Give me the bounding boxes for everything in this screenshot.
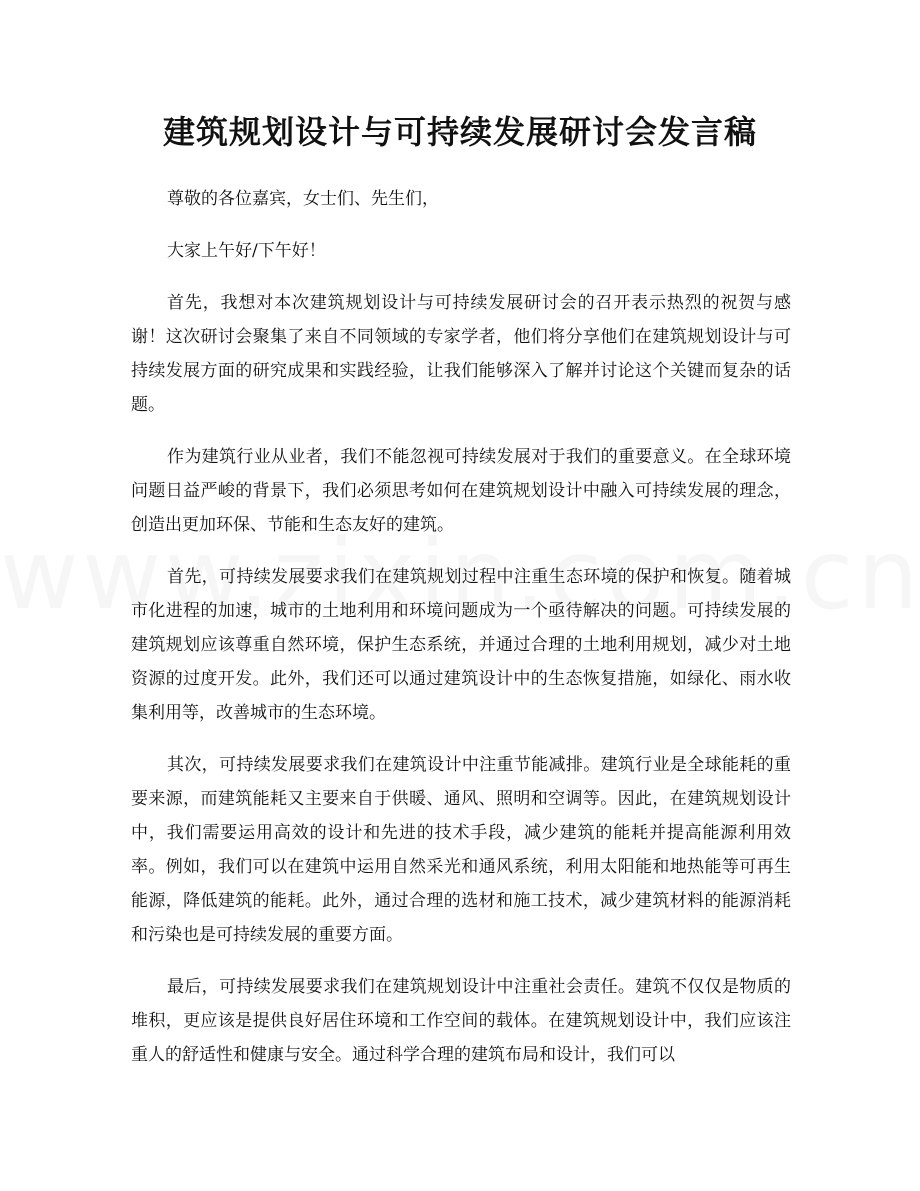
body-paragraph: 首先，可持续发展要求我们在建筑规划过程中注重生态环境的保护和恢复。随着城市化进程的加速，城市的土地利用和环境问题成为一个亟待解决的问题。可持续发展的建筑规划应该尊重自然环境，保护生态系统，并通过合理的土地利用规划，减少对土地资源的过度开发。此外，我们还可以通过建筑设计中的生态恢复措施，如绿化、雨水收集利用等，改善城市的生态环境。 [131, 567, 791, 723]
document-body [131, 182, 791, 1090]
body-paragraph: 作为建筑行业从业者，我们不能忽视可持续发展对于我们的重要意义。在全球环境问题日益严峻的背景下，我们必须思考如何在建筑规划设计中融入可持续发展的理念，创造出更加环保、节能和生态友好的建筑。 [131, 447, 791, 535]
body-paragraph: 其次，可持续发展要求我们在建筑设计中注重节能减排。建筑行业是全球能耗的重要来源，而建筑能耗又主要来自于供暖、通风、照明和空调等。因此，在建筑规划设计中，我们需要运用高效的设计和先进的技术手段，减少建筑的能耗并提高能源利用效率。例如，我们可以在建筑中运用自然采光和通风系统，利用太阳能和地热能等可再生能源，降低建筑的能耗。此外，通过合理的选材和施工技术，减少建筑材料的能源消耗和污染也是可持续发展的重要方面。 [131, 755, 791, 945]
salutation-paragraph: 尊敬的各位嘉宾，女士们、先生们， [167, 189, 439, 209]
greeting-paragraph: 大家上午好/下午好！ [167, 241, 326, 261]
body-paragraph: 首先，我想对本次建筑规划设计与可持续发展研讨会的召开表示热烈的祝贺与感谢！这次研讨会聚集了来自不同领域的专家学者，他们将分享他们在建筑规划设计与可持续发展方面的研究成果和实践经验，让我们能够深入了解并讨论这个关键而复杂的话题。 [131, 293, 791, 415]
document-title: 建筑规划设计与可持续发展研讨会发言稿 [162, 113, 757, 151]
body-paragraph: 最后，可持续发展要求我们在建筑规划设计中注重社会责任。建筑不仅仅是物质的堆积，更应该是提供良好居住环境和工作空间的载体。在建筑规划设计中，我们应该注重人的舒适性和健康与安全。通过科学合理的建筑布局和设计，我们可以 [131, 977, 791, 1065]
